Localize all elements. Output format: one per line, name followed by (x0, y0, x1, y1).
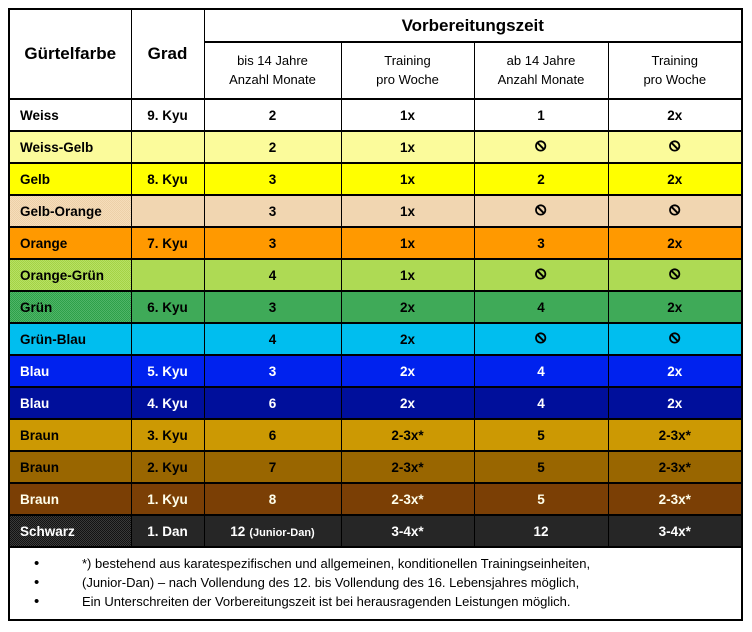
value-cell (474, 163, 608, 195)
value-text: 3 (268, 299, 277, 315)
grade-label: 1. Dan (147, 523, 188, 539)
value-text: 2 (537, 171, 545, 187)
value-text: 2x (399, 395, 416, 411)
header-row-group (9, 9, 742, 42)
value-cell (608, 355, 742, 387)
value-text: 7 (268, 459, 277, 475)
grade-cell (131, 99, 204, 131)
grade-cell (131, 419, 204, 451)
value-cell (608, 163, 742, 195)
value-text: 1x (399, 107, 416, 123)
belt-color-cell (9, 515, 131, 547)
value-cell (608, 419, 742, 451)
grade-cell (131, 451, 204, 483)
value-text: 2-3x* (391, 459, 424, 475)
value-cell (204, 419, 341, 451)
column-header-line: Training (384, 52, 431, 68)
grade-label: 8. Kyu (147, 171, 188, 187)
grade-cell (131, 195, 204, 227)
belt-color-cell (9, 451, 131, 483)
value-text: 2x (399, 299, 416, 315)
value-cell (204, 259, 341, 291)
belt-color-label: Gelb (20, 171, 51, 187)
value-cell (474, 259, 608, 291)
value-text: 3 (268, 171, 277, 187)
grade-label: 7. Kyu (147, 235, 188, 251)
value-text: 3 (268, 235, 277, 251)
value-text: 1x (399, 203, 416, 219)
value-cell (474, 291, 608, 323)
belt-color-cell (9, 355, 131, 387)
value-text: 2x (399, 331, 416, 347)
belt-color-label: Schwarz (20, 523, 75, 539)
value-cell (341, 355, 474, 387)
value-cell (474, 387, 608, 419)
belt-color-cell (9, 387, 131, 419)
value-cell (608, 291, 742, 323)
value-cell (341, 323, 474, 355)
value-cell (474, 131, 608, 163)
value-text: 1x (399, 171, 416, 187)
not-applicable-icon: ⊘ (534, 138, 548, 155)
column-header-line: Training (651, 52, 698, 68)
belt-color-cell (9, 323, 131, 355)
belt-color-cell (9, 259, 131, 291)
grade-label: 4. Kyu (147, 395, 188, 411)
value-text: 5 (537, 459, 545, 475)
grade-cell (131, 323, 204, 355)
column-group-vorbereitungszeit: Vorbereitungszeit (204, 9, 742, 42)
table-row (9, 163, 742, 195)
value-text: 2-3x* (658, 491, 691, 507)
belt-color-label: Grün (20, 299, 53, 315)
table-row (9, 323, 742, 355)
value-text: 2x (667, 299, 683, 315)
value-cell (341, 451, 474, 483)
value-text: 2x (399, 363, 416, 379)
value-text: 5 (537, 491, 545, 507)
belt-color-label: Braun (20, 491, 60, 507)
footnote-item: • *) bestehend aus karatespezifischen und allgemeinen, konditionellen Trainingseinheiten, (20, 554, 731, 573)
table-row (9, 195, 742, 227)
value-text: 3 (537, 235, 545, 251)
footnote-row (9, 547, 742, 620)
grade-label: 5. Kyu (147, 363, 188, 379)
column-header-line: Anzahl Monate (497, 71, 585, 87)
value-cell (608, 323, 742, 355)
value-cell (341, 227, 474, 259)
footnote-cell (9, 547, 742, 620)
value-cell (341, 483, 474, 515)
value-cell (204, 291, 341, 323)
column-header-training-2 (608, 42, 742, 99)
table-row (9, 259, 742, 291)
grade-cell (131, 483, 204, 515)
value-cell (474, 355, 608, 387)
table-row (9, 419, 742, 451)
table-row (9, 387, 742, 419)
table-row (9, 227, 742, 259)
value-cell (608, 227, 742, 259)
not-applicable-icon: ⊘ (668, 330, 682, 347)
table-row (9, 355, 742, 387)
value-text: 3 (268, 203, 277, 219)
value-text: 2-3x* (391, 427, 424, 443)
table-footer (9, 547, 742, 620)
value-cell (204, 355, 341, 387)
value-cell (204, 99, 341, 131)
column-header-bis-14-jahre (204, 42, 341, 99)
belt-color-label: Weiss-Gelb (20, 139, 94, 155)
value-text: 2 (268, 139, 277, 155)
value-cell (204, 323, 341, 355)
column-header-line: pro Woche (643, 71, 707, 87)
value-cell (204, 387, 341, 419)
belt-color-label: Braun (20, 459, 60, 475)
value-text: 1 (537, 107, 545, 123)
column-header-training-1 (341, 42, 474, 99)
column-header-guertelfarbe: Gürtelfarbe (9, 9, 131, 99)
value-text: 6 (268, 395, 277, 411)
belt-color-cell (9, 131, 131, 163)
value-text: 2 (268, 107, 277, 123)
value-text: 2-3x* (391, 491, 424, 507)
value-text: 2x (667, 363, 683, 379)
value-cell (474, 195, 608, 227)
value-text: 2x (667, 107, 683, 123)
footnote-item: • Ein Unterschreiten der Vorbereitungszeit ist bei herausragenden Leistungen möglich. (20, 592, 731, 611)
value-cell (341, 419, 474, 451)
not-applicable-icon: ⊘ (668, 266, 682, 283)
grade-cell (131, 131, 204, 163)
value-text: 2-3x* (658, 459, 691, 475)
value-cell (341, 387, 474, 419)
value-cell (204, 195, 341, 227)
value-text: 2x (667, 235, 683, 251)
table-header (9, 9, 742, 99)
belt-color-label: Braun (20, 427, 60, 443)
table-row (9, 483, 742, 515)
value-text: 8 (268, 491, 277, 507)
value-cell (341, 131, 474, 163)
value-text: 5 (537, 427, 545, 443)
grade-label: 1. Kyu (147, 491, 188, 507)
belt-color-label: Blau (20, 395, 50, 411)
not-applicable-icon: ⊘ (534, 266, 548, 283)
junior-dan-note: (Junior-Dan) (249, 526, 315, 539)
belt-color-cell (9, 419, 131, 451)
belt-color-label: Blau (20, 363, 50, 379)
footnote-list (20, 554, 731, 611)
grade-cell (131, 259, 204, 291)
value-cell (608, 99, 742, 131)
value-text: 4 (537, 299, 545, 315)
value-cell (608, 131, 742, 163)
value-cell (341, 515, 474, 547)
not-applicable-icon: ⊘ (534, 202, 548, 219)
value-cell (474, 227, 608, 259)
value-cell (608, 515, 742, 547)
value-cell (204, 163, 341, 195)
value-cell (608, 451, 742, 483)
grade-cell (131, 163, 204, 195)
not-applicable-icon: ⊘ (668, 138, 682, 155)
grade-cell (131, 387, 204, 419)
belt-color-cell (9, 195, 131, 227)
belt-color-cell (9, 483, 131, 515)
value-cell (341, 163, 474, 195)
value-text: 4 (537, 363, 545, 379)
column-header-grad: Grad (131, 9, 204, 99)
value-cell (608, 387, 742, 419)
value-text: 1x (399, 139, 416, 155)
value-cell (474, 419, 608, 451)
column-header-line: pro Woche (376, 71, 439, 87)
table-row (9, 515, 742, 547)
grade-label: 2. Kyu (147, 459, 188, 475)
column-header-line: bis 14 Jahre (237, 52, 308, 68)
value-text: 4 (537, 395, 545, 411)
value-cell (608, 259, 742, 291)
footnote-item: • (Junior-Dan) – nach Vollendung des 12. bis Vollendung des 16. Lebensjahres möglich, (20, 573, 731, 592)
value-text: 4 (268, 267, 277, 283)
value-text: 3-4x* (658, 523, 691, 539)
table-row (9, 99, 742, 131)
grade-label: 3. Kyu (147, 427, 188, 443)
value-cell (341, 259, 474, 291)
value-cell (474, 99, 608, 131)
value-text: 1x (399, 267, 416, 283)
value-text: 3-4x* (391, 523, 424, 539)
table-row (9, 291, 742, 323)
belt-color-cell (9, 99, 131, 131)
value-cell (341, 195, 474, 227)
grade-cell (131, 515, 204, 547)
table-row (9, 451, 742, 483)
value-cell (608, 195, 742, 227)
column-header-line: ab 14 Jahre (506, 52, 576, 68)
value-cell (204, 515, 341, 547)
column-header-ab-14-jahre (474, 42, 608, 99)
value-text: 4 (268, 331, 277, 347)
value-cell (204, 483, 341, 515)
value-text: 6 (268, 427, 277, 443)
belt-color-label: Grün-Blau (20, 331, 86, 347)
not-applicable-icon: ⊘ (534, 330, 548, 347)
value-cell (341, 99, 474, 131)
grade-label: 6. Kyu (147, 299, 188, 315)
value-cell (474, 483, 608, 515)
value-text: 12 (533, 523, 549, 539)
value-cell (474, 323, 608, 355)
value-cell (204, 131, 341, 163)
belt-color-label: Orange-Grün (20, 267, 105, 283)
value-cell (474, 451, 608, 483)
belt-color-label: Weiss (20, 107, 59, 123)
column-header-line: Anzahl Monate (229, 71, 316, 87)
grade-cell (131, 355, 204, 387)
table-body (9, 99, 742, 547)
not-applicable-icon: ⊘ (668, 202, 682, 219)
table-row (9, 131, 742, 163)
value-cell (204, 451, 341, 483)
grade-label: 9. Kyu (147, 107, 188, 123)
value-text: 12 (230, 523, 246, 539)
belt-color-label: Orange (20, 235, 68, 251)
grade-cell (131, 291, 204, 323)
belt-grading-table (8, 8, 743, 621)
belt-color-cell (9, 163, 131, 195)
belt-color-cell (9, 227, 131, 259)
value-text: 2-3x* (658, 427, 691, 443)
grade-cell (131, 227, 204, 259)
value-text: 3 (268, 363, 277, 379)
value-cell (474, 515, 608, 547)
belt-color-label: Gelb-Orange (20, 203, 102, 219)
value-text: 1x (399, 235, 416, 251)
value-text: 2x (667, 171, 683, 187)
value-cell (608, 483, 742, 515)
value-cell (204, 227, 341, 259)
belt-color-cell (9, 291, 131, 323)
value-cell (341, 291, 474, 323)
value-text: 2x (667, 395, 683, 411)
